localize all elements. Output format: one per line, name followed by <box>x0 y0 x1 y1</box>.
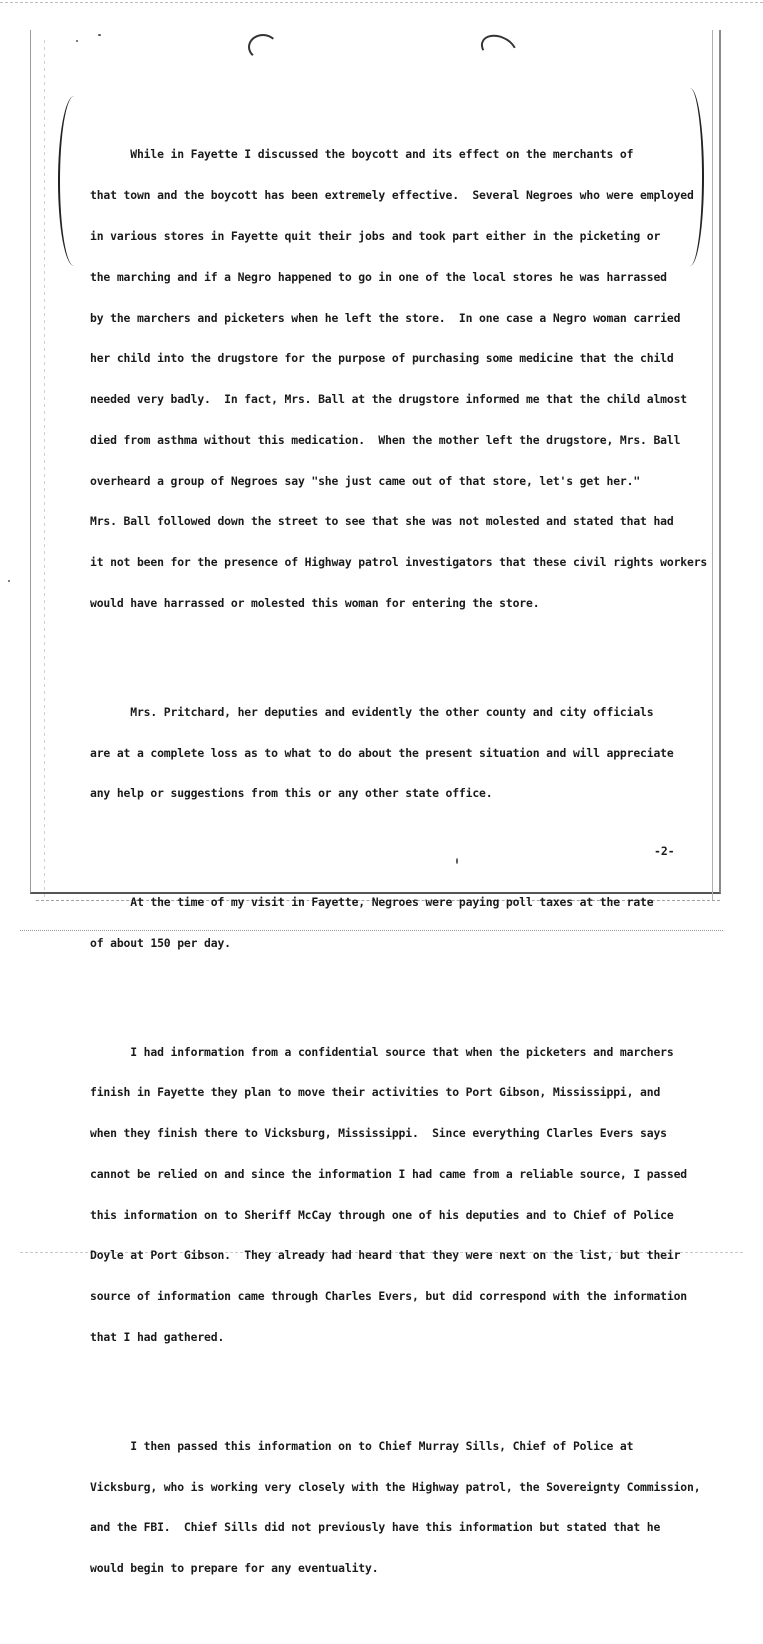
text-line: and the FBI. Chief Sills did not previously have this information but stated that he <box>90 1520 661 1535</box>
text-line: that town and the boycott has been extremely effective. Several Negroes who were employed <box>90 188 694 203</box>
paragraph-confidential-source <box>90 1018 700 1371</box>
text-line: I had information from a confidential source that when the picketers and marchers <box>90 1044 674 1059</box>
text-line: source of information came through Charles Evers, but did correspond with the information <box>90 1289 687 1304</box>
text-line: While in Fayette I discussed the boycott and its effect on the merchants of <box>90 147 634 162</box>
text-line: any help or suggestions from this or any other state office. <box>90 786 493 801</box>
text-line: that I had gathered. <box>90 1330 225 1345</box>
text-line: her child into the drugstore for the purpose of purchasing some medicine that the child <box>90 351 674 366</box>
text-line: overheard a group of Negroes say "she just came out of that store, let's get her." <box>90 473 641 488</box>
text-line: it not been for the presence of Highway patrol investigators that these civil rights workers <box>90 555 708 570</box>
text-line: finish in Fayette they plan to move their activities to Port Gibson, Mississippi, and <box>90 1085 661 1100</box>
text-line: died from asthma without this medication. When the mother left the drugstore, Mrs. Ball <box>90 432 681 447</box>
hole-punch-mark-left <box>248 34 278 60</box>
text-line: cannot be relied on and since the information I had came from a reliable source, I passed <box>90 1166 687 1181</box>
scan-speck <box>98 34 101 36</box>
paragraph-officials <box>90 679 700 829</box>
right-margin-rule <box>712 30 713 900</box>
handwritten-left-bracket <box>58 96 90 266</box>
text-line: Mrs. Ball followed down the street to see that she was not molested and stated that had <box>90 514 674 529</box>
paragraph-boycott <box>90 121 708 638</box>
text-line: by the marchers and picketers when he left the store. In one case a Negro woman carried <box>90 310 681 325</box>
text-line: of about 150 per day. <box>90 935 231 950</box>
text-line: needed very badly. In fact, Mrs. Ball at the drugstore informed me that the child almost <box>90 392 687 407</box>
paragraph-chief-sills <box>90 1413 700 1603</box>
text-line: in various stores in Fayette quit their jobs and took part either in the picketing or <box>90 228 661 243</box>
text-line: Vicksburg, who is working very closely with the Highway patrol, the Sovereignty Commission, <box>90 1479 701 1494</box>
text-line: would have harrassed or molested this woman for entering the store. <box>90 595 540 610</box>
text-line: this information on to Sheriff McCay through one of his deputies and to Chief of Police <box>90 1207 674 1222</box>
scan-edge-top <box>0 2 763 3</box>
paragraph-poll-taxes <box>90 869 700 978</box>
scan-speck <box>76 40 78 42</box>
scan-speck <box>8 580 10 582</box>
letter-body <box>90 94 708 1644</box>
text-line: At the time of my visit in Fayette, Negroes were paying poll taxes at the rate <box>90 895 654 910</box>
text-line: Mrs. Pritchard, her deputies and evidently the other county and city officials <box>90 704 654 719</box>
text-line: when they finish there to Vicksburg, Mississippi. Since everything Clarles Evers says <box>90 1126 667 1141</box>
text-line: Doyle at Port Gibson. They already had heard that they were next on the list, but their <box>90 1248 681 1263</box>
text-line: would begin to prepare for any eventuality. <box>90 1561 379 1576</box>
text-line: are at a complete loss as to what to do about the present situation and will appreciate <box>90 745 674 760</box>
page-number: -2- <box>654 844 675 858</box>
text-line: I then passed this information on to Chief Murray Sills, Chief of Police at <box>90 1438 634 1453</box>
left-margin-rule <box>44 40 45 900</box>
text-line: the marching and if a Negro happened to go in one of the local stores he was harrassed <box>90 269 667 284</box>
